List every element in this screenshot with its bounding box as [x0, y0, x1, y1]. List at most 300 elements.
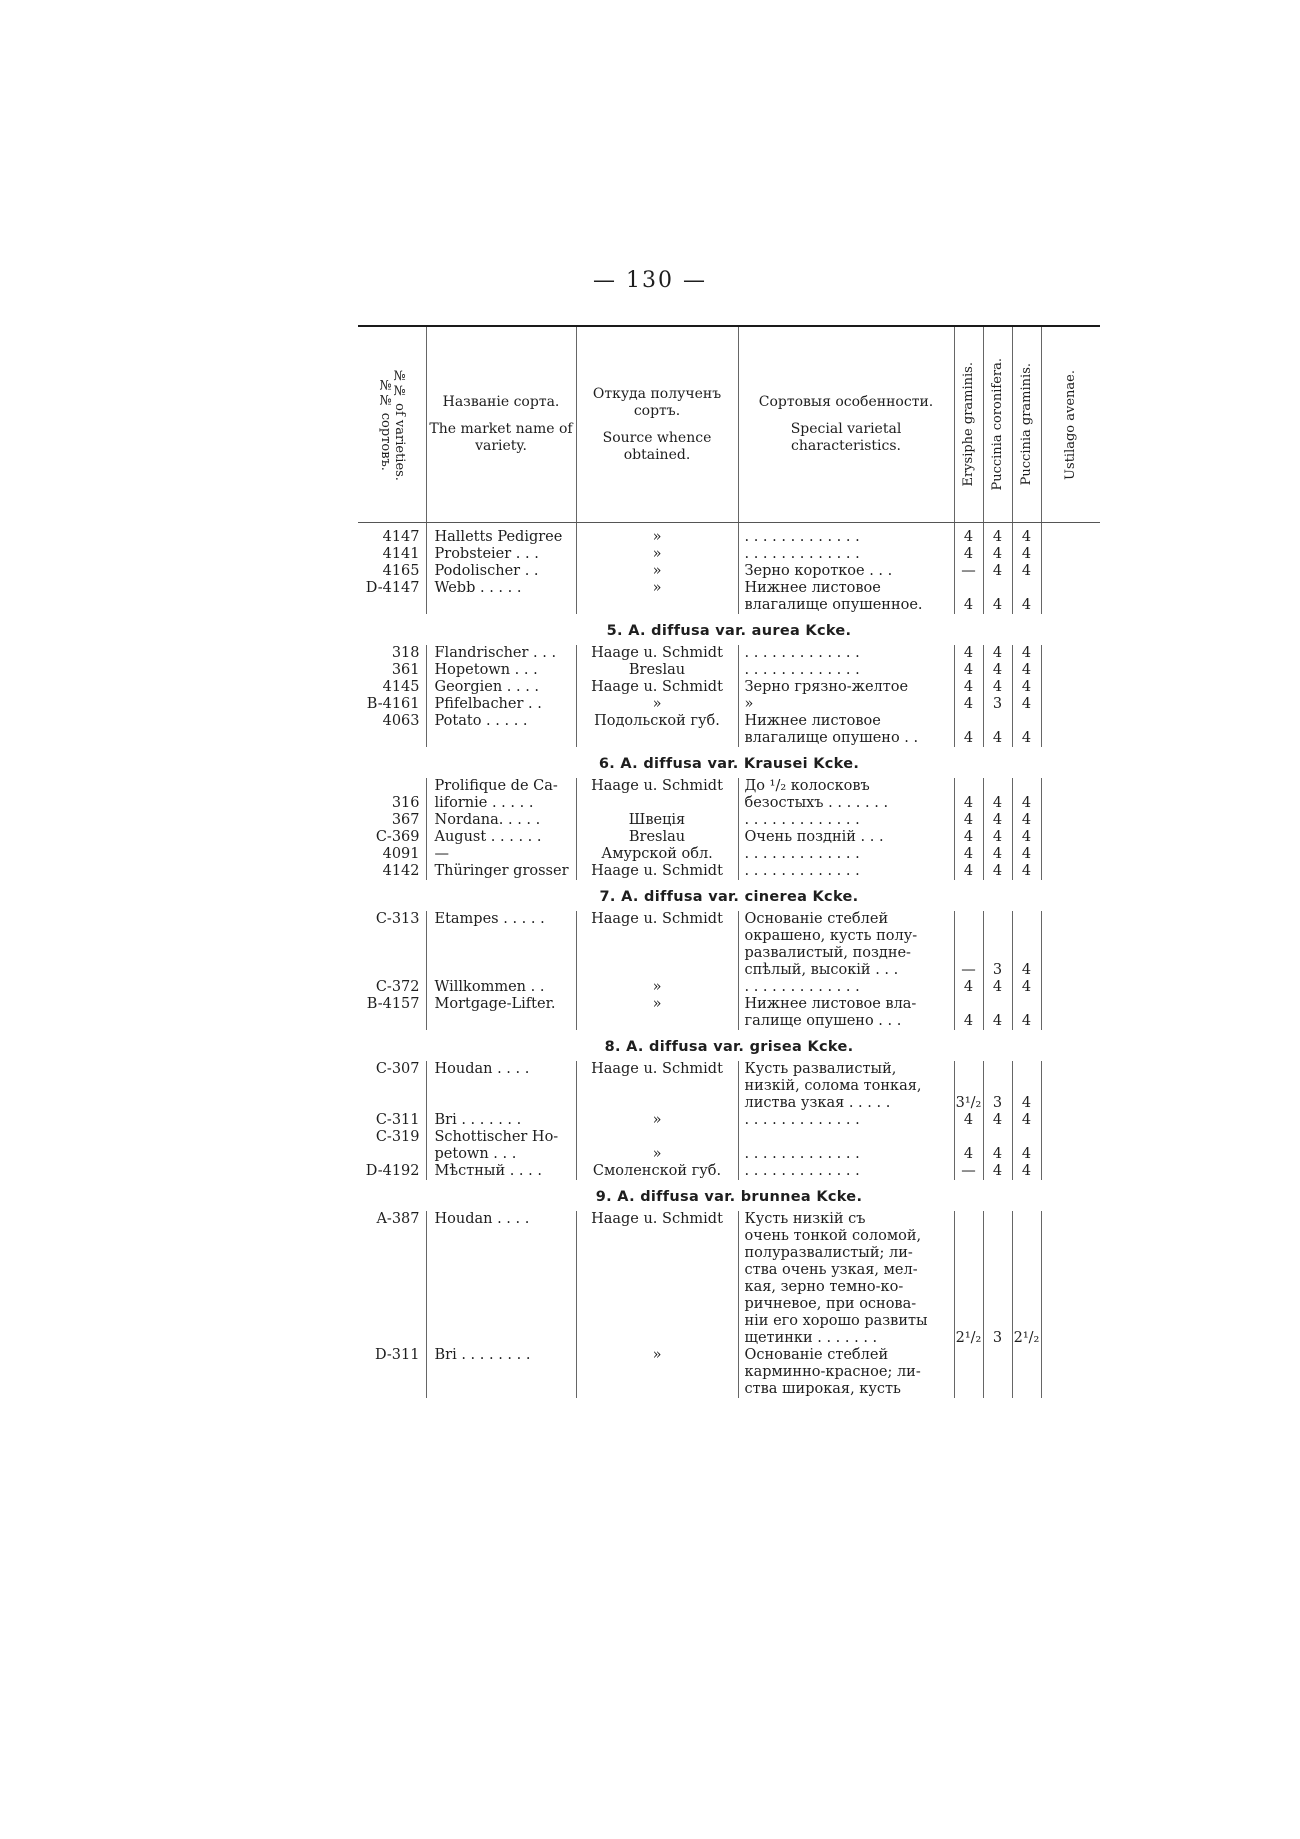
table-row [358, 546, 1100, 563]
score-ustilago [1041, 546, 1100, 563]
score-ustilago [1041, 1095, 1100, 1112]
score-puccinia-coronifera [983, 1279, 1012, 1296]
variety-source: Breslau [576, 829, 738, 846]
score-puccinia-graminis [1012, 713, 1041, 730]
header-variety-number: №№ сортовъ. №№ of varieties. [358, 327, 426, 523]
variety-source [576, 1296, 738, 1313]
score-puccinia-graminis: 4 [1012, 523, 1041, 547]
score-puccinia-graminis: 4 [1012, 1146, 1041, 1163]
score-puccinia-coronifera [983, 1129, 1012, 1146]
score-erysiphe: 4 [954, 679, 983, 696]
score-puccinia-graminis [1012, 778, 1041, 795]
score-erysiphe [954, 713, 983, 730]
score-ustilago [1041, 945, 1100, 962]
score-erysiphe [954, 1381, 983, 1398]
variety-characteristics: ства широкая, кусть [738, 1381, 954, 1398]
variety-number [358, 1078, 426, 1095]
score-puccinia-coronifera [983, 1364, 1012, 1381]
variety-name: Bri . . . . . . . . [426, 1347, 576, 1364]
variety-number [358, 1245, 426, 1262]
score-erysiphe: 4 [954, 546, 983, 563]
variety-name [426, 1364, 576, 1381]
table-row [358, 911, 1100, 928]
score-puccinia-graminis: 4 [1012, 795, 1041, 812]
variety-source: Haage u. Schmidt [576, 863, 738, 880]
score-erysiphe: 4 [954, 1112, 983, 1129]
score-erysiphe [954, 1279, 983, 1296]
score-puccinia-coronifera [983, 1228, 1012, 1245]
variety-characteristics: . . . . . . . . . . . . . [738, 846, 954, 863]
score-ustilago [1041, 1262, 1100, 1279]
variety-characteristics: . . . . . . . . . . . . . [738, 1112, 954, 1129]
score-puccinia-coronifera [983, 1262, 1012, 1279]
variety-name [426, 1095, 576, 1112]
variety-number [358, 1013, 426, 1030]
score-erysiphe: 4 [954, 730, 983, 747]
variety-name: Probsteier . . . [426, 546, 576, 563]
variety-characteristics: Основаніе стеблей [738, 1347, 954, 1364]
variety-number: 4141 [382, 546, 420, 562]
variety-source: » [576, 1347, 738, 1364]
score-ustilago [1041, 1313, 1100, 1330]
score-puccinia-graminis: 4 [1012, 645, 1041, 662]
variety-number [358, 730, 426, 747]
table-row [358, 979, 1100, 996]
score-puccinia-graminis [1012, 1245, 1041, 1262]
score-puccinia-graminis: 4 [1012, 1013, 1041, 1030]
table-row [358, 1381, 1100, 1398]
variety-name: Pfifelbacher . . [426, 696, 576, 713]
variety-name [426, 962, 576, 979]
variety-number: C-313 [375, 911, 420, 927]
variety-source [576, 1095, 738, 1112]
variety-characteristics: . . . . . . . . . . . . . [738, 523, 954, 547]
variety-number: 4145 [382, 679, 420, 695]
score-puccinia-coronifera [983, 928, 1012, 945]
table-row [358, 645, 1100, 662]
score-puccinia-coronifera: 4 [983, 597, 1012, 614]
variety-number [358, 1296, 426, 1313]
variety-characteristics: спѣлый, высокій . . . [738, 962, 954, 979]
header-erysiphe: Erysiphe graminis. [954, 327, 983, 523]
score-erysiphe: 4 [954, 662, 983, 679]
score-puccinia-graminis [1012, 1061, 1041, 1078]
variety-number: D-4192 [365, 1163, 420, 1179]
score-puccinia-coronifera: 4 [983, 662, 1012, 679]
variety-number [358, 1262, 426, 1279]
score-puccinia-coronifera: 4 [983, 645, 1012, 662]
score-ustilago [1041, 713, 1100, 730]
score-ustilago [1041, 1330, 1100, 1347]
variety-source [576, 1364, 738, 1381]
variety-number [358, 1228, 426, 1245]
score-puccinia-coronifera: 4 [983, 523, 1012, 547]
table-row [358, 1013, 1100, 1030]
score-erysiphe [954, 1228, 983, 1245]
score-ustilago [1041, 679, 1100, 696]
variety-characteristics: низкій, солома тонкая, [738, 1078, 954, 1095]
variety-name: Мѣстный . . . . [426, 1163, 576, 1180]
variety-name: Willkommen . . [426, 979, 576, 996]
variety-name [426, 945, 576, 962]
score-puccinia-coronifera: 3 [983, 1095, 1012, 1112]
score-puccinia-graminis [1012, 1364, 1041, 1381]
score-puccinia-graminis: 4 [1012, 962, 1041, 979]
score-puccinia-graminis [1012, 1078, 1041, 1095]
variety-number: 318 [391, 645, 420, 661]
variety-source [576, 1313, 738, 1330]
variety-name: Houdan . . . . [426, 1211, 576, 1228]
score-ustilago [1041, 1245, 1100, 1262]
score-puccinia-coronifera: 4 [983, 1112, 1012, 1129]
score-erysiphe [954, 928, 983, 945]
variety-name: Etampes . . . . . [426, 911, 576, 928]
variety-name: Thüringer grosser [426, 863, 576, 880]
variety-source [576, 597, 738, 614]
score-puccinia-coronifera: 4 [983, 1013, 1012, 1030]
variety-characteristics: влагалище опушенное. [738, 597, 954, 614]
variety-characteristics: До ¹/₂ колосковъ [738, 778, 954, 795]
table-row [358, 730, 1100, 747]
score-puccinia-coronifera [983, 1296, 1012, 1313]
table-row [358, 580, 1100, 597]
table-row [358, 996, 1100, 1013]
header-source: Откуда полученъ сортъ. Source whence obtained. [576, 327, 738, 523]
variety-source [576, 945, 738, 962]
variety-number: B-4157 [366, 996, 420, 1012]
score-puccinia-coronifera: 4 [983, 1146, 1012, 1163]
score-puccinia-graminis: 4 [1012, 597, 1041, 614]
variety-characteristics: . . . . . . . . . . . . . [738, 863, 954, 880]
score-puccinia-graminis: 4 [1012, 1112, 1041, 1129]
section-title-row [358, 1180, 1100, 1211]
variety-source [576, 795, 738, 812]
variety-name: Flandrischer . . . [426, 645, 576, 662]
variety-source [576, 1279, 738, 1296]
variety-name [426, 597, 576, 614]
score-puccinia-graminis [1012, 1347, 1041, 1364]
variety-characteristics: ніи его хорошо развиты [738, 1313, 954, 1330]
varieties-table [358, 327, 1100, 1398]
score-puccinia-graminis [1012, 1279, 1041, 1296]
variety-number: 4063 [382, 713, 420, 729]
variety-number: 4165 [382, 563, 420, 579]
variety-characteristics: полуразвалистый; ли- [738, 1245, 954, 1262]
table-row [358, 563, 1100, 580]
table-row [358, 962, 1100, 979]
variety-characteristics: щетинки . . . . . . . [738, 1330, 954, 1347]
variety-characteristics: ричневое, при основа- [738, 1296, 954, 1313]
score-puccinia-coronifera: 4 [983, 795, 1012, 812]
score-ustilago [1041, 1211, 1100, 1228]
score-puccinia-graminis [1012, 1296, 1041, 1313]
score-puccinia-graminis: 4 [1012, 829, 1041, 846]
variety-name: — [426, 846, 576, 863]
score-puccinia-coronifera [983, 996, 1012, 1013]
score-erysiphe [954, 1245, 983, 1262]
score-puccinia-coronifera [983, 1078, 1012, 1095]
variety-name [426, 928, 576, 945]
variety-number [358, 962, 426, 979]
score-ustilago [1041, 846, 1100, 863]
variety-name [426, 1245, 576, 1262]
variety-source: Haage u. Schmidt [576, 911, 738, 928]
table-row [358, 1095, 1100, 1112]
variety-characteristics: окрашено, кусть полу- [738, 928, 954, 945]
score-puccinia-graminis: 4 [1012, 1163, 1041, 1180]
variety-name: Mortgage-Lifter. [426, 996, 576, 1013]
variety-source: Haage u. Schmidt [576, 778, 738, 795]
table-row [358, 1364, 1100, 1381]
section-title: 5. A. diffusa var. aurea Kcke. [606, 623, 852, 639]
score-ustilago [1041, 996, 1100, 1013]
score-erysiphe: — [954, 563, 983, 580]
variety-number [358, 778, 426, 795]
variety-name [426, 1279, 576, 1296]
variety-number [358, 597, 426, 614]
variety-characteristics: . . . . . . . . . . . . . [738, 1146, 954, 1163]
variety-number [358, 1279, 426, 1296]
score-ustilago [1041, 580, 1100, 597]
variety-characteristics [738, 1129, 954, 1146]
header-puccinia-coronifera: Puccinia coronifera. [983, 327, 1012, 523]
variety-number: 4091 [382, 846, 420, 862]
variety-source: » [576, 996, 738, 1013]
score-erysiphe: 4 [954, 523, 983, 547]
variety-number [358, 1146, 426, 1163]
variety-source [576, 1381, 738, 1398]
section-title-row [358, 1030, 1100, 1061]
section-title-row [358, 747, 1100, 778]
score-erysiphe: 4 [954, 1146, 983, 1163]
variety-source: Breslau [576, 662, 738, 679]
score-erysiphe: 4 [954, 795, 983, 812]
variety-name [426, 1078, 576, 1095]
table-row [358, 1347, 1100, 1364]
score-puccinia-graminis: 4 [1012, 546, 1041, 563]
score-ustilago [1041, 1013, 1100, 1030]
variety-name [426, 1381, 576, 1398]
score-ustilago [1041, 1146, 1100, 1163]
table-row [358, 523, 1100, 547]
variety-characteristics: влагалище опушено . . [738, 730, 954, 747]
score-ustilago [1041, 812, 1100, 829]
score-puccinia-coronifera [983, 713, 1012, 730]
score-erysiphe [954, 996, 983, 1013]
score-puccinia-graminis: 4 [1012, 979, 1041, 996]
variety-number: A-387 [376, 1211, 420, 1227]
score-puccinia-graminis [1012, 1381, 1041, 1398]
score-puccinia-graminis [1012, 911, 1041, 928]
table-row [358, 945, 1100, 962]
variety-source: » [576, 580, 738, 597]
score-erysiphe [954, 1364, 983, 1381]
score-puccinia-coronifera: 4 [983, 829, 1012, 846]
score-puccinia-graminis [1012, 1313, 1041, 1330]
table-row [358, 1129, 1100, 1146]
score-puccinia-graminis [1012, 580, 1041, 597]
score-ustilago [1041, 1228, 1100, 1245]
variety-name: August . . . . . . [426, 829, 576, 846]
score-puccinia-graminis: 4 [1012, 1095, 1041, 1112]
table-row [358, 1112, 1100, 1129]
variety-characteristics: карминно-красное; ли- [738, 1364, 954, 1381]
section-title-row [358, 614, 1100, 645]
score-ustilago [1041, 1279, 1100, 1296]
table-row [358, 1146, 1100, 1163]
score-puccinia-coronifera [983, 580, 1012, 597]
variety-name: lifornie . . . . . [426, 795, 576, 812]
score-erysiphe: 4 [954, 979, 983, 996]
score-puccinia-coronifera: 4 [983, 812, 1012, 829]
variety-characteristics: развалистый, поздне- [738, 945, 954, 962]
variety-number: C-311 [375, 1112, 420, 1128]
variety-number [358, 1381, 426, 1398]
table-row [358, 1330, 1100, 1347]
variety-characteristics: Очень поздній . . . [738, 829, 954, 846]
score-erysiphe: 4 [954, 1013, 983, 1030]
header-variety-name: Названіе сорта. The market name of variety. [426, 327, 576, 523]
score-puccinia-coronifera [983, 945, 1012, 962]
table-row [358, 846, 1100, 863]
table-row [358, 812, 1100, 829]
variety-name: Podolischer . . [426, 563, 576, 580]
variety-source: Haage u. Schmidt [576, 679, 738, 696]
score-erysiphe [954, 1296, 983, 1313]
table-row [358, 662, 1100, 679]
table-row [358, 1262, 1100, 1279]
score-puccinia-graminis: 4 [1012, 846, 1041, 863]
variety-number: 361 [391, 662, 420, 678]
score-puccinia-coronifera [983, 1381, 1012, 1398]
table-row [358, 679, 1100, 696]
score-erysiphe [954, 778, 983, 795]
score-ustilago [1041, 597, 1100, 614]
variety-name: Houdan . . . . [426, 1061, 576, 1078]
variety-name: Georgien . . . . [426, 679, 576, 696]
page-number: — 130 — [593, 268, 707, 293]
variety-name: Prolifique de Ca- [426, 778, 576, 795]
variety-number [358, 1313, 426, 1330]
score-puccinia-coronifera [983, 778, 1012, 795]
table-row [358, 1211, 1100, 1228]
score-puccinia-graminis [1012, 1262, 1041, 1279]
header-puccinia-graminis: Puccinia graminis. [1012, 327, 1041, 523]
score-erysiphe: 4 [954, 829, 983, 846]
score-ustilago [1041, 696, 1100, 713]
variety-characteristics: Кусть низкій съ [738, 1211, 954, 1228]
score-ustilago [1041, 1347, 1100, 1364]
score-erysiphe: 4 [954, 645, 983, 662]
variety-characteristics: галище опушено . . . [738, 1013, 954, 1030]
score-ustilago [1041, 563, 1100, 580]
variety-characteristics: листва узкая . . . . . [738, 1095, 954, 1112]
variety-source [576, 1078, 738, 1095]
score-erysiphe [954, 1211, 983, 1228]
variety-number: D-311 [375, 1347, 420, 1363]
score-ustilago [1041, 911, 1100, 928]
score-puccinia-coronifera: 4 [983, 679, 1012, 696]
score-puccinia-coronifera [983, 1061, 1012, 1078]
score-ustilago [1041, 795, 1100, 812]
variety-characteristics: » [738, 696, 954, 713]
score-ustilago [1041, 645, 1100, 662]
header-ustilago: Ustilago avenae. [1041, 327, 1100, 523]
table-row [358, 713, 1100, 730]
variety-characteristics: кая, зерно темно-ко- [738, 1279, 954, 1296]
header-characteristics: Сортовыя особенности. Special varietal characteristics. [738, 327, 954, 523]
variety-number [358, 1095, 426, 1112]
score-erysiphe: 3¹/₂ [955, 1095, 982, 1111]
variety-characteristics: Нижнее листовое [738, 713, 954, 730]
score-erysiphe: — [954, 1163, 983, 1180]
score-puccinia-coronifera [983, 1347, 1012, 1364]
variety-characteristics: ства очень узкая, мел- [738, 1262, 954, 1279]
section-title: 8. A. diffusa var. grisea Kcke. [604, 1039, 854, 1055]
score-erysiphe [954, 1061, 983, 1078]
score-puccinia-graminis [1012, 1228, 1041, 1245]
score-puccinia-graminis: 4 [1012, 696, 1041, 713]
variety-source [576, 1330, 738, 1347]
score-ustilago [1041, 829, 1100, 846]
score-erysiphe: 4 [954, 812, 983, 829]
score-puccinia-coronifera: 3 [983, 696, 1012, 713]
variety-number [358, 1364, 426, 1381]
variety-characteristics: . . . . . . . . . . . . . [738, 979, 954, 996]
score-ustilago [1041, 523, 1100, 547]
score-puccinia-coronifera [983, 1245, 1012, 1262]
score-erysiphe [954, 945, 983, 962]
variety-characteristics: . . . . . . . . . . . . . [738, 812, 954, 829]
variety-number [358, 928, 426, 945]
variety-number: 4142 [382, 863, 420, 879]
table-row [358, 1078, 1100, 1095]
score-erysiphe [954, 1313, 983, 1330]
variety-characteristics: . . . . . . . . . . . . . [738, 546, 954, 563]
variety-source [576, 962, 738, 979]
score-erysiphe [954, 911, 983, 928]
score-puccinia-graminis: 4 [1012, 863, 1041, 880]
section-title-row [358, 880, 1100, 911]
score-puccinia-graminis: 4 [1012, 662, 1041, 679]
score-puccinia-coronifera: 4 [983, 730, 1012, 747]
table-body [358, 523, 1100, 1399]
variety-characteristics: Зерно короткое . . . [738, 563, 954, 580]
score-erysiphe [954, 1078, 983, 1095]
variety-number: C-307 [375, 1061, 420, 1077]
score-erysiphe: 4 [954, 696, 983, 713]
table-row [358, 1296, 1100, 1313]
score-puccinia-coronifera [983, 1313, 1012, 1330]
table-row [358, 1061, 1100, 1078]
score-erysiphe [954, 580, 983, 597]
score-puccinia-coronifera: 4 [983, 863, 1012, 880]
table-row [358, 1228, 1100, 1245]
section-title: 7. A. diffusa var. cinerea Kcke. [599, 889, 859, 905]
variety-source: » [576, 1146, 738, 1163]
score-ustilago [1041, 928, 1100, 945]
variety-characteristics: . . . . . . . . . . . . . [738, 662, 954, 679]
variety-source [576, 1129, 738, 1146]
score-puccinia-graminis: 4 [1012, 679, 1041, 696]
variety-number: 4147 [382, 529, 420, 545]
variety-source: Haage u. Schmidt [576, 1061, 738, 1078]
variety-source: » [576, 563, 738, 580]
score-ustilago [1041, 1129, 1100, 1146]
variety-characteristics: Нижнее листовое [738, 580, 954, 597]
score-ustilago [1041, 1078, 1100, 1095]
score-puccinia-graminis: 4 [1012, 563, 1041, 580]
